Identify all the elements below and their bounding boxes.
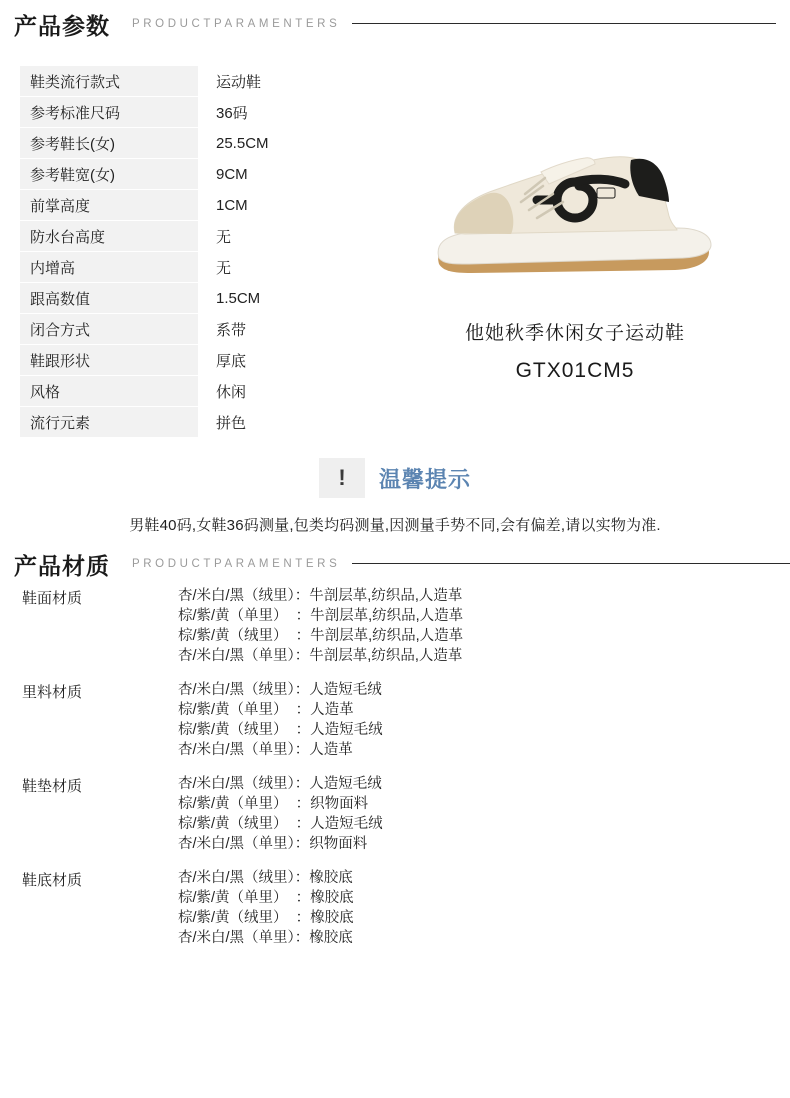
material-line: 棕/紫/黄（绒里） ：橡胶底 xyxy=(178,910,354,926)
table-row xyxy=(20,252,360,283)
material-line: 杏/米白/黑（绒里）：牛剖层革,纺织品,人造革 xyxy=(178,588,463,604)
material-line: 棕/紫/黄（绒里） ：人造短毛绒 xyxy=(178,816,383,832)
material-line: 杏/米白/黑（单里）：橡胶底 xyxy=(178,930,353,946)
param-value: 36码 xyxy=(198,97,360,128)
param-value: 25.5CM xyxy=(198,128,360,159)
material-line: 棕/紫/黄（单里） ：牛剖层革,纺织品,人造革 xyxy=(178,608,464,624)
material-line: 棕/紫/黄（单里） ：人造革 xyxy=(178,702,354,718)
material-line: 棕/紫/黄（单里） ：橡胶底 xyxy=(178,890,354,906)
param-value: 厚底 xyxy=(198,345,360,376)
param-value: 运动鞋 xyxy=(198,66,360,97)
material-line: 棕/紫/黄（绒里） ：人造短毛绒 xyxy=(178,722,383,738)
table-row xyxy=(20,66,360,97)
product-model: GTX01CM5 xyxy=(515,359,635,382)
material-row xyxy=(0,680,790,760)
section-header-materials xyxy=(0,548,790,581)
param-key: 流行元素 xyxy=(20,407,198,438)
section-title-cn: 产品参数 xyxy=(14,13,110,39)
table-row xyxy=(20,283,360,314)
table-row xyxy=(20,221,360,252)
material-line: 杏/米白/黑（单里）：人造革 xyxy=(178,742,353,758)
sneaker-photo xyxy=(425,138,725,298)
product-showcase xyxy=(380,138,770,383)
param-value: 9CM xyxy=(198,159,360,190)
section-divider xyxy=(352,23,776,24)
param-key: 内增高 xyxy=(20,252,198,283)
material-row xyxy=(0,586,790,666)
section-title-en-materials: PRODUCTPARAMENTERS xyxy=(132,557,341,570)
product-params-table xyxy=(20,66,360,438)
table-row xyxy=(20,159,360,190)
material-line: 杏/米白/黑（单里）：织物面料 xyxy=(178,836,368,852)
param-value: 1.5CM xyxy=(198,283,360,314)
product-detail-page xyxy=(0,8,790,1098)
param-value: 无 xyxy=(198,252,360,283)
section-title-en: PRODUCTPARAMENTERS xyxy=(132,17,341,30)
table-row xyxy=(20,128,360,159)
material-label: 鞋面材质 xyxy=(22,590,83,607)
param-key: 跟高数值 xyxy=(20,283,198,314)
material-line: 杏/米白/黑（绒里）：人造短毛绒 xyxy=(178,776,382,792)
table-row xyxy=(20,345,360,376)
material-label: 鞋垫材质 xyxy=(22,778,83,795)
param-value: 拼色 xyxy=(198,407,360,438)
material-lines xyxy=(178,868,790,948)
material-line: 棕/紫/黄（单里） ：织物面料 xyxy=(178,796,369,812)
table-row xyxy=(20,376,360,407)
material-line: 棕/紫/黄（绒里） ：牛剖层革,纺织品,人造革 xyxy=(178,628,464,644)
section-header-params xyxy=(0,8,790,41)
param-key: 防水台高度 xyxy=(20,221,198,252)
tips-text: 男鞋40码,女鞋36码测量,包类均码测量,因测量手势不同,会有偏差,请以实物为准. xyxy=(129,517,661,534)
material-row xyxy=(0,868,790,948)
section-title-cn-materials: 产品材质 xyxy=(14,553,110,579)
table-row xyxy=(20,97,360,128)
exclamation-icon: ! xyxy=(319,458,365,498)
param-key: 鞋跟形状 xyxy=(20,345,198,376)
table-row xyxy=(20,314,360,345)
param-value: 无 xyxy=(198,221,360,252)
material-lines xyxy=(178,680,790,760)
param-value: 系带 xyxy=(198,314,360,345)
tips-block xyxy=(0,458,790,535)
param-key: 风格 xyxy=(20,376,198,407)
materials-list xyxy=(0,586,790,962)
tips-header xyxy=(319,458,471,498)
section-divider-materials xyxy=(352,563,790,564)
param-key: 前掌高度 xyxy=(20,190,198,221)
param-key: 闭合方式 xyxy=(20,314,198,345)
param-value: 休闲 xyxy=(198,376,360,407)
param-key: 参考标准尺码 xyxy=(20,97,198,128)
table-row xyxy=(20,190,360,221)
material-lines xyxy=(178,586,790,666)
material-line: 杏/米白/黑（单里）：牛剖层革,纺织品,人造革 xyxy=(178,648,463,664)
material-label: 里料材质 xyxy=(22,684,83,701)
material-label: 鞋底材质 xyxy=(22,872,83,889)
table-row xyxy=(20,407,360,438)
param-value: 1CM xyxy=(198,190,360,221)
param-key: 参考鞋长(女) xyxy=(20,128,198,159)
material-lines xyxy=(178,774,790,854)
material-row xyxy=(0,774,790,854)
tips-title: 温馨提示 xyxy=(378,466,471,492)
param-key: 鞋类流行款式 xyxy=(20,66,198,97)
material-line: 杏/米白/黑（绒里）：橡胶底 xyxy=(178,870,353,886)
product-title: 他她秋季休闲女子运动鞋 xyxy=(464,323,685,344)
param-key: 参考鞋宽(女) xyxy=(20,159,198,190)
material-line: 杏/米白/黑（绒里）：人造短毛绒 xyxy=(178,682,382,698)
